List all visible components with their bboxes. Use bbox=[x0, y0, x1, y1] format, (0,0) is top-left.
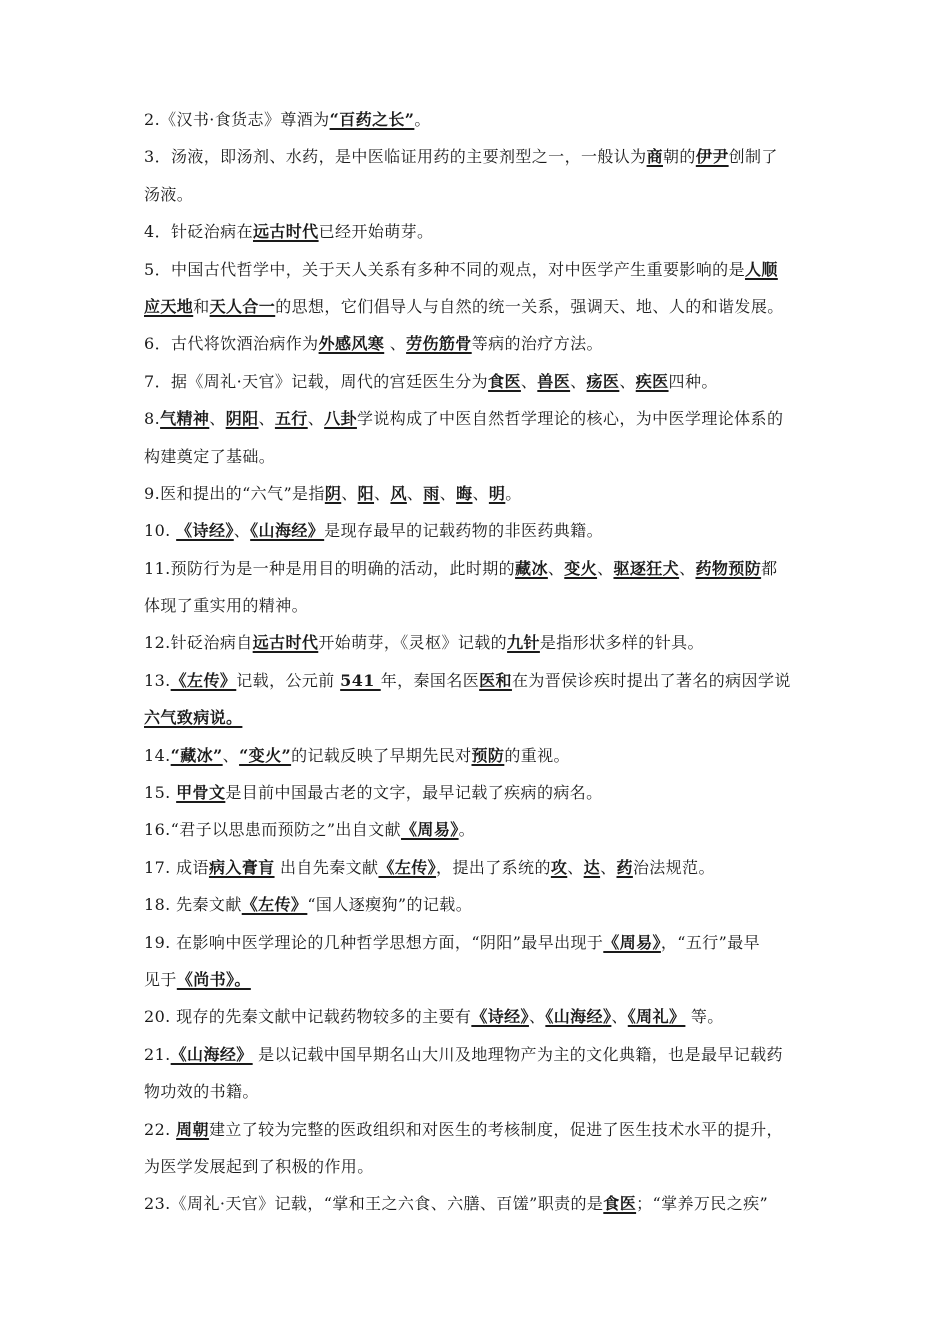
text-segment: 5．中国古代哲学中，关于天人关系有多种不同的观点，对中医学产生重要影响的是 bbox=[144, 259, 745, 279]
text-segment: 、 bbox=[520, 371, 538, 391]
answer-blank: 药 bbox=[616, 857, 633, 877]
answer-blank: 雨 bbox=[423, 483, 440, 503]
text-line bbox=[144, 998, 834, 1035]
text-segment: 9.医和提出的“六气”是指 bbox=[144, 483, 325, 503]
answer-blank: 病入膏肓 bbox=[208, 857, 275, 877]
text-segment: 、 bbox=[567, 857, 584, 877]
answer-blank: 预防 bbox=[471, 745, 505, 765]
text-segment: 19. 在影响中医学理论的几种哲学思想方面，“阴阳”最早出现于 bbox=[144, 932, 604, 952]
text-segment: 记载，公元前 bbox=[236, 670, 341, 690]
answer-blank: 五行 bbox=[274, 409, 308, 429]
text-line bbox=[144, 624, 834, 661]
text-segment: 、 bbox=[528, 1007, 546, 1027]
answer-blank: 疡医 bbox=[586, 371, 620, 391]
text-segment: 等。 bbox=[685, 1007, 724, 1027]
answer-blank: 驱逐狂犬 bbox=[613, 558, 680, 578]
answer-blank: 外感风寒 bbox=[318, 334, 385, 354]
answer-blank: 《尚书》。 bbox=[176, 969, 251, 989]
text-segment: ，提出了系统的 bbox=[436, 857, 551, 877]
answer-blank: 劳伤筋骨 bbox=[406, 334, 472, 354]
answer-blank: 《山海经》 bbox=[170, 1044, 253, 1064]
text-segment: ，“五行”最早 bbox=[660, 932, 761, 952]
text-segment: 都 bbox=[761, 558, 778, 578]
answer-blank: 远古时代 bbox=[252, 633, 319, 653]
text-segment: 16.“君子以思患而预防之”出自文献 bbox=[144, 820, 402, 840]
text-segment: ；“掌养万民之疾” bbox=[636, 1194, 769, 1214]
text-segment: 、 bbox=[341, 483, 358, 503]
text-segment: 4．针砭治病在 bbox=[144, 222, 253, 242]
text-segment: 治法规范。 bbox=[632, 857, 715, 877]
text-segment: 见于 bbox=[144, 969, 177, 989]
text-segment: 。 bbox=[458, 820, 476, 840]
answer-blank: 541 bbox=[340, 670, 381, 690]
answer-blank: 《周易》 bbox=[603, 932, 661, 952]
text-segment: 、 bbox=[611, 1007, 628, 1027]
text-segment: 、 bbox=[222, 745, 240, 765]
text-segment: 3．汤液，即汤剂、水药，是中医临证用药的主要剂型之一，一般认为 bbox=[144, 147, 647, 167]
answer-blank: 八卦 bbox=[324, 409, 357, 429]
answer-blank: 食医 bbox=[488, 371, 521, 391]
text-line bbox=[144, 699, 834, 736]
text-line bbox=[144, 213, 834, 250]
text-segment: 18. 先秦文献 bbox=[144, 895, 242, 915]
text-line bbox=[144, 288, 834, 325]
text-segment: 。 bbox=[414, 110, 431, 129]
text-line bbox=[144, 325, 834, 362]
text-segment: 、 bbox=[374, 483, 391, 503]
text-segment: 物功效的书籍。 bbox=[144, 1082, 259, 1102]
text-segment: 四种。 bbox=[668, 371, 718, 391]
text-line bbox=[144, 363, 834, 400]
answer-blank: “变火” bbox=[239, 745, 292, 765]
text-segment: 11.预防行为是一种是用目的明确的活动，此时期的 bbox=[144, 558, 516, 578]
answer-blank: “百药之长” bbox=[329, 110, 415, 129]
text-segment: 开始萌芽，《灵枢》记载的 bbox=[318, 633, 508, 653]
text-segment: 10. bbox=[144, 521, 177, 541]
answer-blank: 阴 bbox=[324, 483, 342, 503]
text-line bbox=[144, 400, 834, 437]
text-segment: 。 bbox=[505, 483, 522, 503]
text-segment: 23.《周礼·天官》记载，“掌和王之六食、六膳、百馐”职责的是 bbox=[144, 1194, 604, 1214]
text-segment: 、 bbox=[233, 521, 251, 541]
answer-blank: 人顺 bbox=[744, 259, 778, 279]
answer-blank: 《山海经》 bbox=[250, 521, 325, 541]
text-segment: 建立了较为完整的医政组织和对医生的考核制度，促进了医生技术水平的提升， bbox=[208, 1119, 783, 1139]
text-line bbox=[144, 1073, 834, 1110]
answer-blank: 九针 bbox=[507, 633, 540, 653]
text-segment: 在为晋侯诊疾时提出了著名的病因学说 bbox=[511, 670, 791, 690]
text-line bbox=[144, 961, 834, 998]
answer-blank: 变火 bbox=[564, 558, 598, 578]
text-line bbox=[144, 662, 834, 699]
answer-blank: 远古时代 bbox=[252, 222, 319, 242]
text-segment: 、 bbox=[209, 409, 226, 429]
text-line bbox=[144, 1185, 834, 1222]
answer-blank: 《诗经》 bbox=[176, 521, 234, 541]
text-segment: 20. 现存的先秦文献中记载药物较多的主要有 bbox=[144, 1007, 472, 1027]
text-segment: 12.针砭治病自 bbox=[144, 633, 253, 653]
answer-blank: “藏冰” bbox=[170, 745, 223, 765]
text-segment: 2.《汉书·食货志》尊酒为 bbox=[144, 110, 330, 129]
text-segment: 已经开始萌芽。 bbox=[318, 222, 434, 242]
document-page bbox=[144, 101, 834, 1223]
answer-blank: 《周易》 bbox=[401, 820, 459, 840]
text-segment: 和 bbox=[193, 296, 210, 316]
text-line bbox=[144, 737, 834, 774]
text-line bbox=[144, 101, 834, 138]
text-segment: 、 bbox=[547, 558, 565, 578]
text-line bbox=[144, 1036, 834, 1073]
text-segment: 构建奠定了基础。 bbox=[144, 446, 276, 466]
answer-blank: 药物预防 bbox=[695, 558, 762, 578]
answer-blank: 气精神 bbox=[160, 409, 210, 429]
answer-blank: 商 bbox=[646, 147, 663, 167]
text-segment: 汤液。 bbox=[144, 184, 194, 204]
text-line bbox=[144, 849, 834, 886]
text-segment: 、 bbox=[406, 483, 424, 503]
text-segment: 7．据《周礼·天官》记载，周代的宫廷医生分为 bbox=[144, 371, 489, 391]
text-segment: 17. 成语 bbox=[144, 857, 209, 877]
answer-blank: 明 bbox=[488, 483, 506, 503]
text-segment: 为医学发展起到了积极的作用。 bbox=[144, 1156, 374, 1176]
answer-blank: 六气致病说。 bbox=[144, 708, 243, 728]
text-segment: 、 bbox=[472, 483, 489, 503]
answer-blank: 医和 bbox=[479, 670, 512, 690]
answer-blank: 《左传》 bbox=[241, 895, 308, 915]
answer-blank: 周朝 bbox=[176, 1119, 209, 1139]
text-segment: 是以记载中国早期名山大川及地理物产为主的文化典籍，也是最早记载药 bbox=[252, 1044, 783, 1064]
answer-blank: 《山海经》 bbox=[545, 1007, 612, 1027]
text-segment: 朝的 bbox=[663, 147, 696, 167]
text-line bbox=[144, 774, 834, 811]
answer-blank: 《左传》 bbox=[170, 670, 237, 690]
text-line bbox=[144, 138, 834, 175]
answer-blank: 晦 bbox=[456, 483, 473, 503]
answer-blank: 甲骨文 bbox=[176, 783, 226, 803]
text-segment: 15. bbox=[144, 783, 177, 803]
text-segment: 、 bbox=[570, 371, 587, 391]
text-segment: 、 bbox=[600, 857, 617, 877]
text-segment: 、 bbox=[307, 409, 325, 429]
text-line bbox=[144, 924, 834, 961]
text-segment: 8. bbox=[144, 409, 161, 429]
text-line bbox=[144, 176, 834, 213]
text-line bbox=[144, 1148, 834, 1185]
text-segment: 体现了重实用的精神。 bbox=[144, 596, 309, 616]
answer-blank: 《周礼》 bbox=[627, 1007, 686, 1027]
answer-blank: 天人合一 bbox=[209, 296, 276, 316]
text-segment: 的重视。 bbox=[504, 745, 570, 765]
text-segment: 、 bbox=[597, 558, 614, 578]
text-line bbox=[144, 886, 834, 923]
answer-blank: 《诗经》 bbox=[471, 1007, 529, 1027]
text-line bbox=[144, 475, 834, 512]
answer-blank: 兽医 bbox=[537, 371, 571, 391]
answer-blank: 风 bbox=[390, 483, 407, 503]
text-segment: 学说构成了中医自然哲学理论的核心，为中医学理论体系的 bbox=[356, 409, 784, 429]
text-line bbox=[144, 811, 834, 848]
text-segment: 的记载反映了早期先民对 bbox=[291, 745, 472, 765]
text-segment: 的思想，它们倡导人与自然的统一关系，强调天、地、人的和谐发展。 bbox=[275, 296, 784, 316]
text-line bbox=[144, 1111, 834, 1148]
text-line bbox=[144, 512, 834, 549]
answer-blank: 藏冰 bbox=[515, 558, 548, 578]
text-segment: 等病的治疗方法。 bbox=[471, 334, 603, 354]
answer-blank: 伊尹 bbox=[695, 147, 729, 167]
text-segment: “国人逐瘈狗”的记载。 bbox=[307, 895, 473, 915]
text-segment: 创制了 bbox=[728, 147, 778, 167]
answer-blank: 阳 bbox=[357, 483, 375, 503]
text-line bbox=[144, 550, 834, 587]
text-segment: 、 bbox=[619, 371, 636, 391]
answer-blank: 应天地 bbox=[144, 296, 194, 316]
text-segment: 是现存最早的记载药物的非医药典籍。 bbox=[324, 521, 603, 541]
text-segment: 21. bbox=[144, 1044, 171, 1064]
text-segment: 6．古代将饮酒治病作为 bbox=[144, 334, 319, 354]
text-segment: 、 bbox=[258, 409, 275, 429]
text-segment: 、 bbox=[679, 558, 696, 578]
answer-blank: 食医 bbox=[603, 1194, 637, 1214]
text-segment: 年，秦国名医 bbox=[380, 670, 480, 690]
text-segment: 14. bbox=[144, 745, 171, 765]
answer-blank: 达 bbox=[583, 857, 601, 877]
text-segment: 是指形状多样的针具。 bbox=[539, 633, 704, 653]
answer-blank: 阴阳 bbox=[225, 409, 259, 429]
text-line bbox=[144, 251, 834, 288]
text-segment: 、 bbox=[384, 334, 407, 354]
answer-blank: 《左传》 bbox=[378, 857, 437, 877]
text-segment: 出自先秦文献 bbox=[274, 857, 379, 877]
text-segment: 是目前中国最古老的文字，最早记载了疾病的病名。 bbox=[225, 783, 603, 803]
text-line bbox=[144, 587, 834, 624]
text-line bbox=[144, 438, 834, 475]
text-segment: 13. bbox=[144, 670, 171, 690]
text-segment: 、 bbox=[439, 483, 457, 503]
text-segment: 22. bbox=[144, 1119, 177, 1139]
answer-blank: 攻 bbox=[550, 857, 568, 877]
answer-blank: 疾医 bbox=[635, 371, 669, 391]
